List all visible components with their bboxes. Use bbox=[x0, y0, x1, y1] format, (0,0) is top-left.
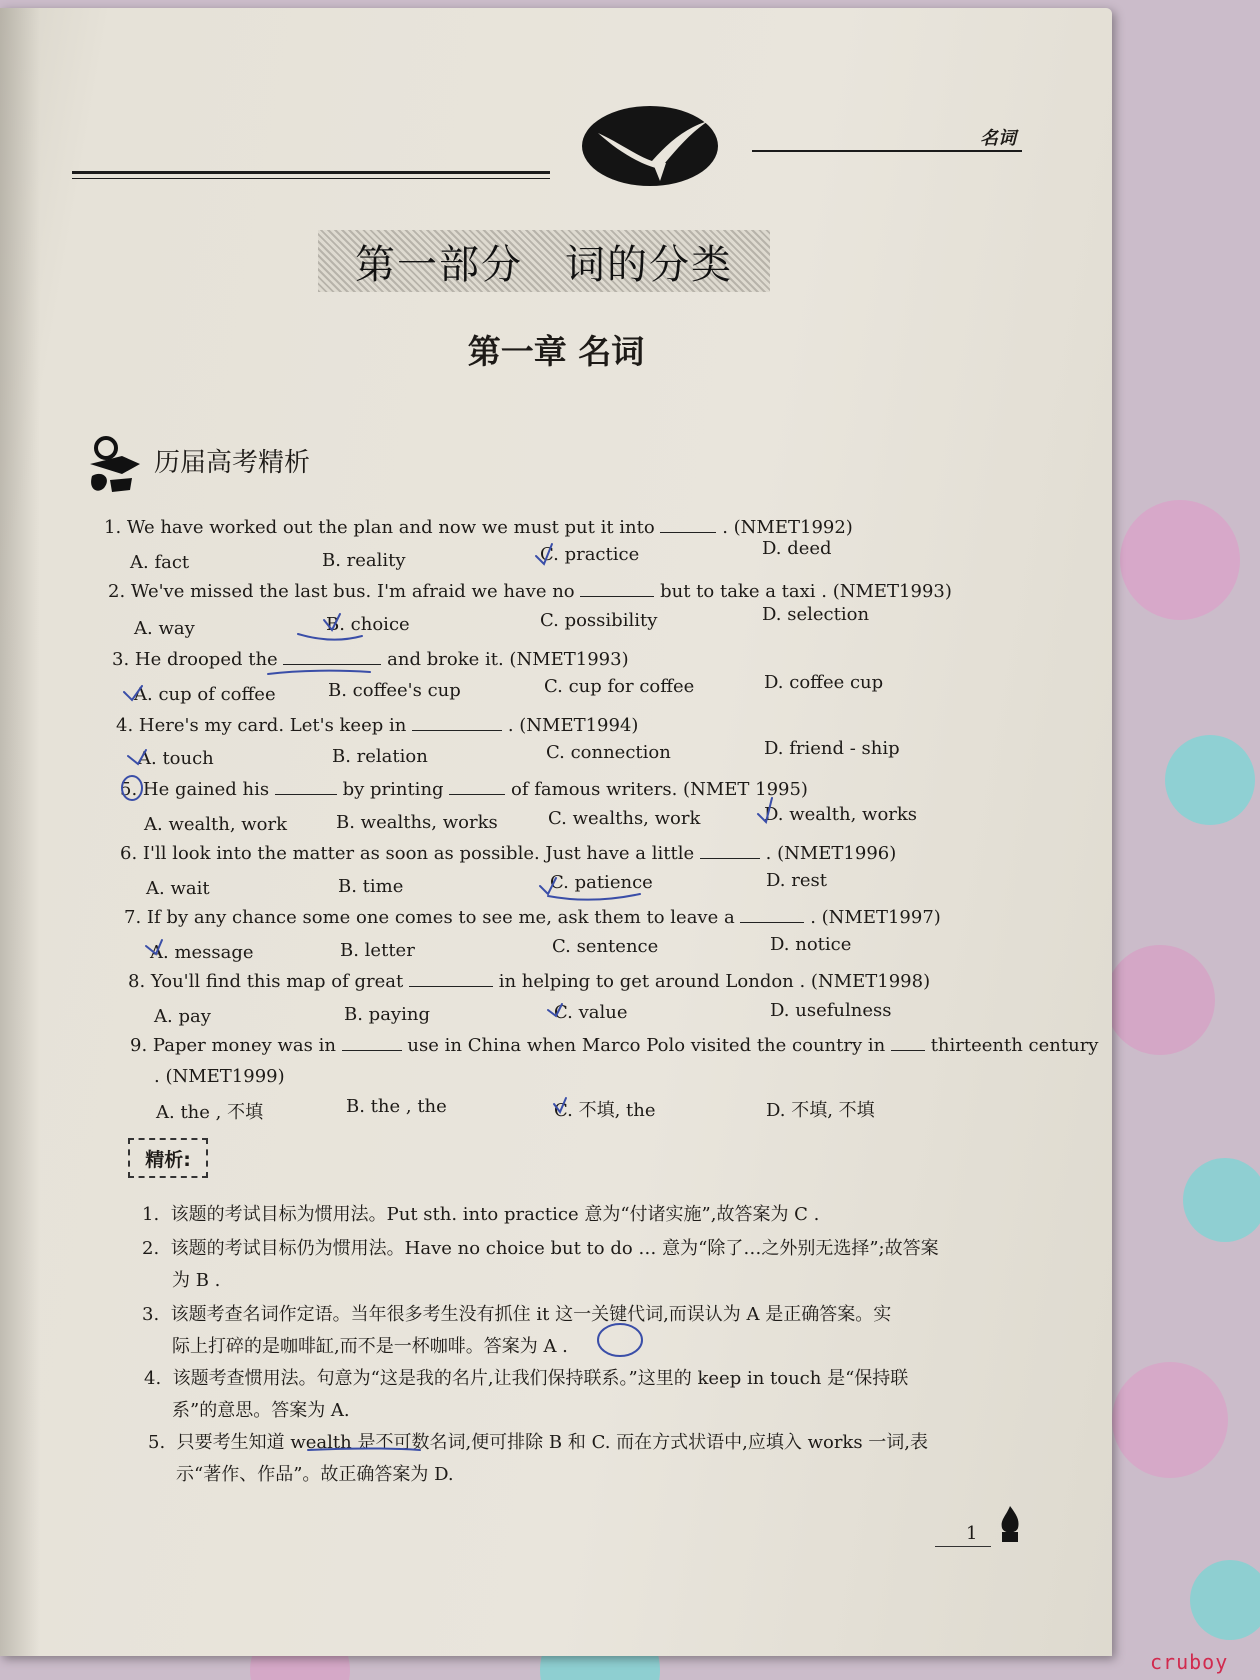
question-text: We've missed the last bus. I'm afraid we have no bbox=[130, 581, 575, 602]
explanation-4-line-2: 系”的意思。答案为 A. bbox=[172, 1400, 350, 1421]
question-text-end: . (NMET1994) bbox=[507, 715, 639, 736]
question-text-end: but to take a taxi . (NMET1993) bbox=[660, 581, 952, 602]
question-number: 9. bbox=[130, 1035, 148, 1056]
explanation-2 bbox=[142, 1234, 939, 1260]
explanation-3-line-2: 际上打碎的是咖啡缸,而不是一杯咖啡。答案为 A . bbox=[172, 1336, 568, 1357]
q2-option-d: D. selection bbox=[762, 604, 870, 625]
q1-option-c: C. practice bbox=[540, 544, 640, 565]
explanation-5-line-2: 示“著作、作品”。故正确答案为 D. bbox=[176, 1464, 454, 1485]
header-chapter-label: 名词 bbox=[980, 128, 1016, 149]
q4-option-a: A. touch bbox=[138, 748, 214, 769]
explanation-line: 该题的考试目标仍为惯用法。Have no choice but to do … 意为“除了…之外别无选择”;故答案 bbox=[170, 1238, 939, 1259]
q9-option-d: D. 不填, 不填 bbox=[766, 1100, 875, 1121]
q5-option-d: D. wealth, works bbox=[764, 804, 918, 825]
explanation-2-line-2: 为 B . bbox=[172, 1270, 221, 1291]
answer-blank bbox=[409, 970, 493, 987]
q1-option-d: D. deed bbox=[762, 538, 832, 559]
question-number: 7. bbox=[124, 907, 142, 928]
page-number: 1 bbox=[966, 1523, 978, 1544]
explanation-4 bbox=[144, 1364, 908, 1390]
q3-option-d: D. coffee cup bbox=[764, 672, 884, 693]
question-4 bbox=[116, 714, 638, 736]
explanation-5 bbox=[148, 1428, 928, 1454]
question-6 bbox=[120, 842, 896, 864]
q2-option-b: B. choice bbox=[326, 614, 410, 635]
q2-option-c: C. possibility bbox=[540, 610, 658, 631]
question-5 bbox=[120, 778, 808, 800]
answer-blank bbox=[700, 842, 760, 859]
question-number: 8. bbox=[128, 971, 146, 992]
q3-option-c: C. cup for coffee bbox=[544, 676, 695, 697]
question-number: 1. bbox=[104, 517, 122, 538]
q8-option-d: D. usefulness bbox=[770, 1000, 892, 1021]
question-1 bbox=[104, 516, 853, 538]
q6-option-d: D. rest bbox=[766, 870, 827, 891]
q9-option-a: A. the , 不填 bbox=[156, 1102, 264, 1123]
q3-option-b: B. coffee's cup bbox=[328, 680, 461, 701]
reader-mascot-icon bbox=[82, 434, 144, 496]
question-number: 5. bbox=[120, 779, 138, 800]
answer-blank bbox=[275, 778, 337, 795]
q4-option-b: B. relation bbox=[332, 746, 428, 767]
q5-option-a: A. wealth, work bbox=[144, 814, 288, 835]
question-text-end: in helping to get around London . (NMET1998) bbox=[498, 971, 931, 992]
answer-blank bbox=[283, 648, 381, 665]
page-spine-shadow bbox=[0, 8, 40, 1656]
answer-blank bbox=[580, 580, 654, 597]
answer-blank bbox=[660, 516, 716, 533]
q5-option-c: C. wealths, work bbox=[548, 808, 701, 829]
question-2 bbox=[108, 580, 952, 602]
explanation-number: 2. bbox=[142, 1238, 160, 1259]
q7-option-c: C. sentence bbox=[552, 936, 659, 957]
answer-blank bbox=[412, 714, 502, 731]
q7-option-d: D. notice bbox=[770, 934, 852, 955]
question-number: 6. bbox=[120, 843, 138, 864]
question-text-end: and broke it. (NMET1993) bbox=[387, 649, 629, 670]
question-text-mid: use in China when Marco Polo visited the country in bbox=[407, 1035, 886, 1056]
q8-option-b: B. paying bbox=[344, 1004, 430, 1025]
answer-blank bbox=[449, 778, 505, 795]
header-rule-left bbox=[72, 171, 550, 174]
question-text: We have worked out the plan and now we must put it into bbox=[126, 517, 655, 538]
watermark: cruboy bbox=[1150, 1650, 1229, 1674]
q1-option-b: B. reality bbox=[322, 550, 406, 571]
page-number-rule bbox=[935, 1546, 991, 1547]
q4-option-d: D. friend - ship bbox=[764, 738, 900, 759]
explanation-line: 该题考查名词作定语。当年很多考生没有抓住 it 这一关键代词,而误认为 A 是正确答案。实 bbox=[170, 1304, 892, 1325]
q7-option-b: B. letter bbox=[340, 940, 415, 961]
q6-option-a: A. wait bbox=[146, 878, 210, 899]
q8-option-c: C. value bbox=[554, 1002, 628, 1023]
question-number: 2. bbox=[108, 581, 126, 602]
question-7 bbox=[124, 906, 941, 928]
section-heading: 历届高考精析 bbox=[154, 448, 311, 478]
question-text: You'll find this map of great bbox=[150, 971, 404, 992]
bird-emblem-icon bbox=[580, 103, 720, 189]
explanation-number: 1. bbox=[142, 1204, 160, 1225]
explanation-number: 5. bbox=[148, 1432, 166, 1453]
question-9-continued: . (NMET1999) bbox=[154, 1066, 285, 1087]
flame-page-icon bbox=[996, 1504, 1024, 1544]
header-rule-left-thin bbox=[72, 178, 550, 179]
question-text-end: . (NMET1992) bbox=[722, 517, 853, 538]
question-text: Here's my card. Let's keep in bbox=[138, 715, 407, 736]
part-title: 第一部分 词的分类 bbox=[355, 241, 733, 288]
answer-blank bbox=[891, 1034, 925, 1051]
chapter-title: 第一章 名词 bbox=[467, 332, 645, 371]
explanation-label: 精析: bbox=[128, 1138, 208, 1178]
question-text-end: . (NMET1997) bbox=[810, 907, 941, 928]
question-text: He gained his bbox=[142, 779, 270, 800]
q8-option-a: A. pay bbox=[154, 1006, 211, 1027]
explanation-line: 只要考生知道 wealth 是不可数名词,便可排除 B 和 C. 而在方式状语中,应填入 works 一词,表 bbox=[176, 1432, 929, 1453]
explanation-3 bbox=[142, 1300, 891, 1326]
header-rule-right bbox=[752, 150, 1022, 152]
question-9 bbox=[130, 1034, 1098, 1056]
question-text: If by any chance some one comes to see me, ask them to leave a bbox=[146, 907, 735, 928]
q4-option-c: C. connection bbox=[546, 742, 671, 763]
explanation-line: 该题的考试目标为惯用法。Put sth. into practice 意为“付诸实施”,故答案为 C . bbox=[170, 1204, 820, 1225]
answer-blank bbox=[740, 906, 804, 923]
explanation-number: 3. bbox=[142, 1304, 160, 1325]
question-text-end: . (NMET1996) bbox=[765, 843, 897, 864]
answer-blank bbox=[342, 1034, 402, 1051]
q9-option-c: C. 不填, the bbox=[554, 1100, 656, 1121]
question-3 bbox=[112, 648, 629, 670]
part-banner bbox=[318, 230, 770, 292]
explanation-line: 该题考查惯用法。句意为“这是我的名片,让我们保持联系。”这里的 keep in touch 是“保持联 bbox=[172, 1368, 909, 1389]
question-number: 3. bbox=[112, 649, 130, 670]
q3-option-a: A. cup of coffee bbox=[134, 684, 276, 705]
question-number: 4. bbox=[116, 715, 134, 736]
textbook-page bbox=[0, 8, 1112, 1656]
q1-option-a: A. fact bbox=[130, 552, 190, 573]
q6-option-b: B. time bbox=[338, 876, 404, 897]
question-text-mid: by printing bbox=[342, 779, 444, 800]
question-text: Paper money was in bbox=[152, 1035, 336, 1056]
question-text: I'll look into the matter as soon as possible. Just have a little bbox=[142, 843, 695, 864]
explanation-number: 4. bbox=[144, 1368, 162, 1389]
q5-option-b: B. wealths, works bbox=[336, 812, 498, 833]
question-8 bbox=[128, 970, 930, 992]
q6-option-c: C. patience bbox=[550, 872, 653, 893]
q9-option-b: B. the , the bbox=[346, 1096, 447, 1117]
q7-option-a: A. message bbox=[150, 942, 254, 963]
question-text-end: thirteenth century bbox=[930, 1035, 1099, 1056]
explanation-1 bbox=[142, 1200, 819, 1226]
question-text-end: of famous writers. (NMET 1995) bbox=[511, 779, 808, 800]
question-text: He drooped the bbox=[134, 649, 278, 670]
q2-option-a: A. way bbox=[134, 618, 195, 639]
